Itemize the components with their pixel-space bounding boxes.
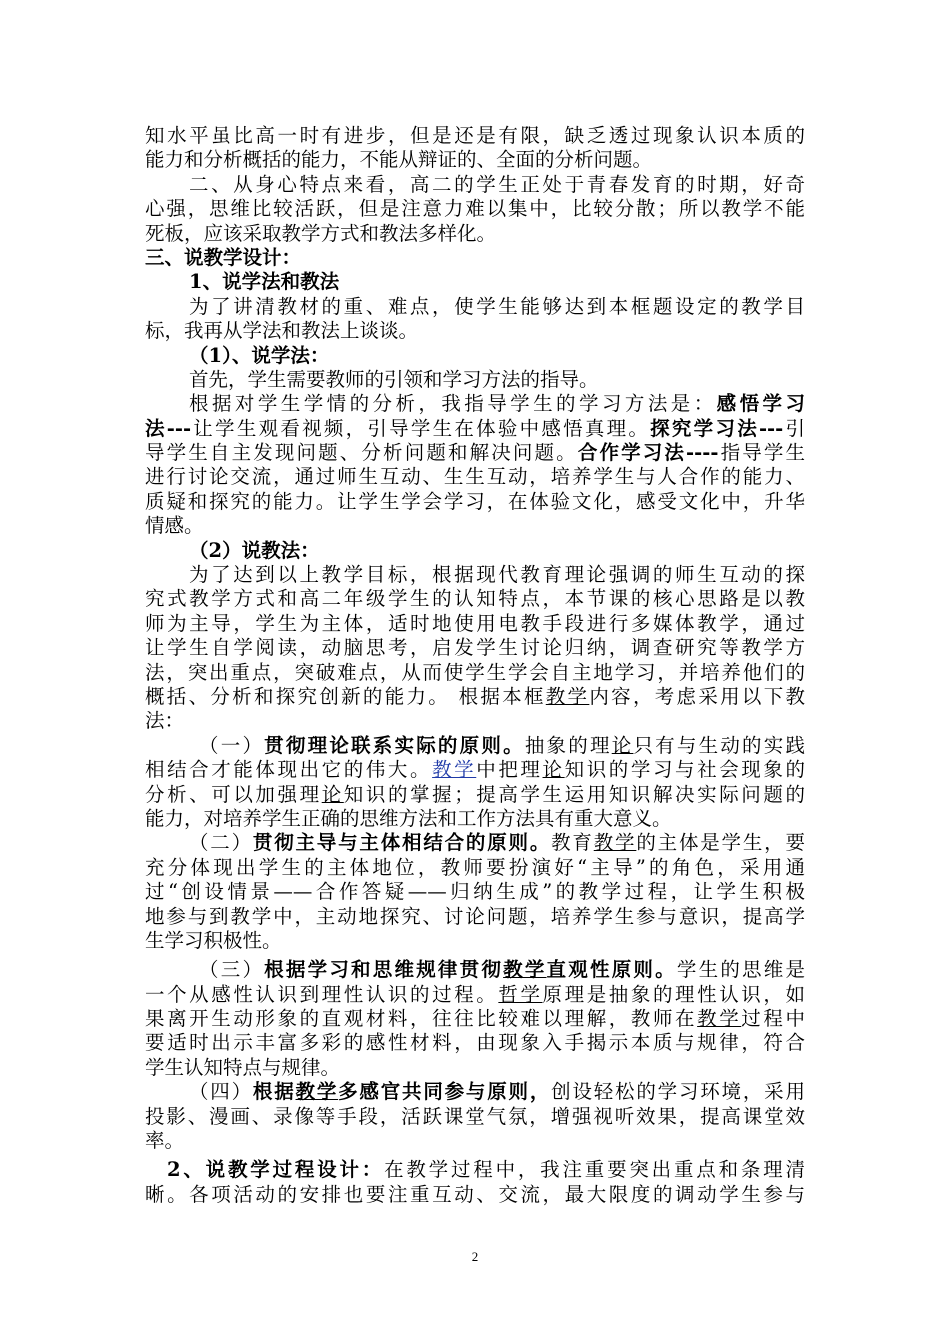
text-line [145, 465, 805, 489]
text-run: 概括、分析和探究创新的能力。 根据本框 [145, 684, 546, 708]
text-run: 知水平虽比高一时有进步，但是还是有限，缺乏透过现象认识本质的 [145, 124, 805, 147]
page-number: 2 [471, 1249, 479, 1264]
text-run: 教学 [503, 958, 547, 982]
text-run: 能力和分析概括的能力，不能从辩证的、全面的分析问题。 [145, 148, 653, 172]
text-line [145, 222, 805, 246]
text-run: 死板，应该采取教学方式和教法多样化。 [145, 221, 497, 245]
text-line [145, 1129, 805, 1153]
text-line [145, 958, 805, 982]
text-line [145, 929, 805, 953]
text-line [145, 905, 805, 929]
text-run: 教学 [545, 684, 590, 708]
text-run: 让学生观看视频，引导学生在体验中感悟真理。 [191, 416, 651, 440]
text-run: 质疑和探究的能力。让学生学会学习，在体验文化，感受文化中，升华 [145, 489, 805, 513]
text-line [145, 1031, 805, 1055]
text-run: 教学 [593, 831, 637, 855]
text-run: 教学 [295, 1080, 339, 1104]
text-line [145, 539, 805, 563]
text-run: 引 [783, 416, 805, 440]
text-line [145, 368, 805, 392]
text-run: 为了达到以上教学目标，根据现代教育理论强调的师生互动的探 [189, 563, 805, 587]
text-line [145, 197, 805, 221]
text-run: 的主体是学生，要 [636, 831, 805, 855]
text-run: 相结合才能体现出它的伟大。 [145, 758, 433, 782]
text-run: 能力，对培养学生正确的思维方法和工作方法具有重大意义。 [145, 806, 672, 830]
text-run: 论 [321, 782, 344, 806]
text-line [145, 685, 805, 709]
text-run: 只有与生动的实践 [633, 733, 805, 757]
text-line [145, 490, 805, 514]
text-run: （二） [189, 831, 253, 855]
text-line [145, 319, 805, 343]
text-run: （2）说教法： [189, 538, 320, 562]
text-run: 学生认知特点与规律。 [145, 1055, 341, 1079]
text-run: 知识的掌握；提高学生运用知识解决实际问题的 [343, 782, 805, 806]
text-line [145, 1056, 805, 1080]
text-run: 晰。各项活动的安排也要注重互动、交流，最大限度的调动学生参与 [145, 1182, 805, 1206]
text-line [145, 1158, 805, 1182]
text-run: 1、说学法和教法 [189, 270, 340, 294]
text-run: 教学 [697, 1007, 742, 1031]
text-run: 心强，思维比较活跃，但是注意力难以集中，比较分散；所以教学不能 [145, 197, 805, 221]
text-run: 原理是抽象的理性认识，如 [542, 982, 805, 1006]
text-line [145, 661, 805, 685]
text-run: （一） [199, 733, 265, 757]
text-line [145, 1183, 805, 1207]
text-run: 内容，考虑采用以下教 [589, 684, 805, 708]
text-line [145, 148, 805, 172]
text-run: 教育 [551, 831, 594, 855]
document-body [145, 124, 805, 1207]
text-run: 要适时出示丰富多彩的感性材料，由现象入手揭示本质与规律，符合 [145, 1031, 805, 1055]
text-run: 率。 [145, 1129, 185, 1153]
text-run: 地参与到教学中，主动地探究、讨论问题，培养学生参与意识，提高学 [145, 904, 805, 928]
text-run: 在教学过程中，我注重要突出重点和条理清 [384, 1158, 805, 1182]
text-run: 学生的思维是 [676, 958, 805, 982]
text-line [145, 612, 805, 636]
text-run: 根据对学生学情的分析，我指导学生的学习方法是： [189, 392, 717, 416]
text-run: 过“创设情景——合作答疑——归纳生成”的教学过程，让学生积极 [145, 880, 805, 904]
text-line [145, 173, 805, 197]
text-run: 三、说教学设计： [145, 245, 302, 269]
text-line [145, 563, 805, 587]
text-run: 论 [611, 733, 634, 757]
text-run: 法： [145, 709, 185, 733]
text-run: 投影、漫画、录像等手段，活跃课堂气氛，增强视听效果，提高课堂效 [145, 1104, 805, 1128]
text-run: 教学 [432, 758, 477, 782]
text-line [145, 758, 805, 782]
text-line [145, 514, 805, 538]
text-run: 创设轻松的学习环境，采用 [551, 1080, 805, 1104]
text-line [145, 709, 805, 733]
text-run: 生学习积极性。 [145, 928, 282, 952]
text-run: 感悟学习 [716, 392, 805, 416]
text-run: 究式教学方式和高二年级学生的认知特点，本节课的核心思路是以教 [145, 587, 805, 611]
text-run: 贯彻主导与主体相结合的原则。 [252, 831, 552, 855]
text-line [145, 441, 805, 465]
text-line [145, 831, 805, 855]
text-line [145, 1105, 805, 1129]
text-line [145, 856, 805, 880]
text-run: 进行讨论交流，通过师生互动、生生互动，培养学生与人合作的能力、 [145, 465, 805, 489]
text-run: 根据学习和思维规律贯彻 [264, 958, 504, 982]
text-run: 2、说教学过程设计： [167, 1158, 385, 1182]
text-run: 中把理 [476, 758, 543, 782]
text-run: 一个从感性认识到理性认识的过程。 [145, 982, 499, 1006]
text-line [145, 636, 805, 660]
text-line [145, 246, 805, 270]
text-run: （1）、说学法： [189, 343, 330, 367]
text-line [145, 880, 805, 904]
text-line [145, 295, 805, 319]
text-line [145, 983, 805, 1007]
text-line [145, 392, 805, 416]
text-run: 师为主导，学生为主体，适时地使用电教手段进行多媒体教学，通过 [145, 611, 805, 635]
text-line [145, 783, 805, 807]
text-run: 法--- [145, 416, 192, 440]
text-line [145, 1080, 805, 1104]
text-line [145, 587, 805, 611]
text-line [145, 124, 805, 148]
text-run: 分析、可以加强理 [145, 782, 322, 806]
text-run: 探究学习法--- [650, 416, 784, 440]
text-line [145, 344, 805, 368]
text-run: 果离开生动形象的直观材料，往往比较难以理解，教师在 [145, 1007, 698, 1031]
text-run: 标，我再从学法和教法上谈谈。 [145, 319, 419, 343]
text-run: （四） [189, 1080, 253, 1104]
text-run: 法，突出重点，突破难点，从而使学生学会自主地学习，并培养他们的 [145, 660, 805, 684]
text-line [145, 270, 805, 294]
text-run: 哲学 [498, 982, 543, 1006]
text-run: 论 [542, 758, 565, 782]
text-run: （三） [199, 958, 265, 982]
text-run: 指导学生 [718, 441, 805, 465]
text-line [145, 417, 805, 441]
text-run: 抽象的理 [524, 733, 612, 757]
text-run: 首先，学生需要教师的引领和学习方法的指导。 [189, 367, 599, 391]
text-run: 充分体现出学生的主体地位，教师要扮演好“主导”的角色，采用通 [145, 855, 805, 879]
text-line [145, 1007, 805, 1031]
text-run: 直观性原则。 [546, 958, 677, 982]
text-run: 知识的学习与社会现象的 [564, 758, 805, 782]
text-run: 过程中 [741, 1007, 805, 1031]
text-run: 根据 [252, 1080, 296, 1104]
text-run: 二、从身心特点来看，高二的学生正处于青春发育的时期，好奇 [189, 172, 805, 196]
text-run: 多感官共同参与原则， [338, 1080, 552, 1104]
text-run: 合作学习法---- [577, 441, 719, 465]
text-line [145, 807, 805, 831]
text-run: 导学生自主发现问题、分析问题和解决问题。 [145, 441, 578, 465]
text-run: 情感。 [145, 514, 204, 538]
text-run: 贯彻理论联系实际的原则。 [264, 733, 525, 757]
text-line [145, 734, 805, 758]
text-run: 让学生自学阅读，动脑思考，启发学生讨论归纳，调查研究等教学方 [145, 636, 805, 660]
text-run: 为了讲清教材的重、难点，使学生能够达到本框题设定的教学目 [189, 294, 805, 318]
